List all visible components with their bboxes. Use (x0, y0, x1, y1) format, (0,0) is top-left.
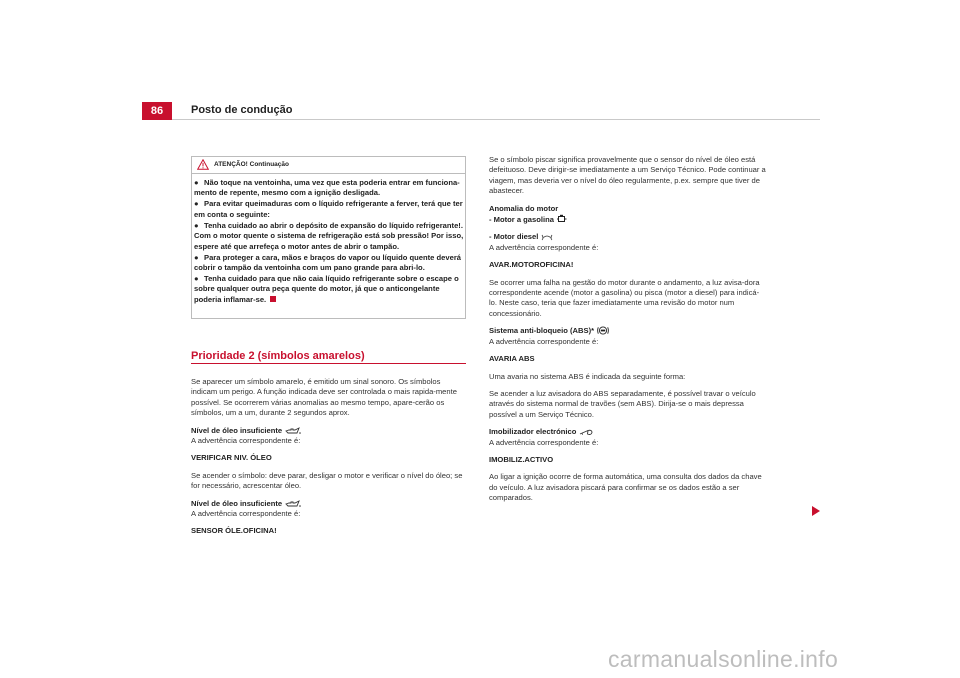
warning-heading (197, 159, 289, 170)
immobilizer-text: Ao ligar a ignição ocorre de forma automática, uma consulta dos dados da chave do veículo. A luz avisadora piscará para confirmar se os dados estão a ser comparados. (489, 472, 762, 503)
bullet-icon: ● (194, 220, 199, 230)
abs-block (489, 326, 767, 347)
page-header-title: Posto de condução (191, 104, 293, 116)
warning-item: ● Tenha cuidado para que não caia líquido refrigerante sobre o escape o sobre qualquer outra peça quente do motor, já que o anticongelante poderia inflamar-se. (194, 274, 459, 304)
header-divider (172, 119, 820, 120)
engine-block (489, 204, 767, 226)
bullet-icon: ● (194, 199, 199, 209)
abs-message: AVARIA ABS (489, 354, 535, 364)
left-column (191, 377, 467, 544)
oil-low-title: Nível de óleo insuficiente (191, 498, 283, 508)
page-number: 86 (142, 102, 172, 120)
end-of-section-icon (270, 296, 276, 302)
immobilizer-block (489, 427, 767, 448)
warning-item: ● Não toque na ventoinha, uma vez que esta poderia entrar em funciona-mento de repente, mesmo com a ignição desligada. (194, 178, 460, 198)
intro-paragraph: Se aparecer um símbolo amarelo, é emitido um sinal sonoro. Os símbolos indicam um perigo. A função indicada deve ser controlada o mais rapida-mente possível. Se ocorrerem várias anomalias ao mesmo tempo, apare-cerão os símbolos, um a um, durante 2 segundos aprox. (191, 377, 457, 418)
next-page-arrow-icon (812, 506, 820, 516)
oil-sensor-paragraph: Se o símbolo piscar significa provavelmente que o sensor do nível de óleo está defeituoso. Deve dirigir-se imediatamente a um Serviço Técnico. Pode continuar a viagem, mas deveria ver o nível do óleo regularmente, p.ex. sempre que tiver de abastecer. (489, 155, 766, 196)
engine-petrol-label: - Motor a gasolina (489, 215, 554, 225)
warning-list (194, 178, 466, 306)
engine-diesel-label: - Motor diesel (489, 232, 539, 242)
section-title: Prioridade 2 (símbolos amarelos) (191, 350, 365, 362)
abs-warn-label: A advertência correspondente é: (489, 336, 599, 346)
oil-sensor-message: SENSOR ÓLE.OFICINA! (191, 526, 277, 536)
bullet-icon: ● (194, 252, 199, 262)
warning-item: ● Tenha cuidado ao abrir o depósito de expansão do líquido refrigerante!. Com o motor quente o sistema de refrigeração está sob pressão! Por isso, espere até que arrefeça o motor antes de abrir o tampão. (194, 220, 464, 251)
engine-diesel-block (489, 232, 767, 253)
oil-low-message: VERIFICAR NIV. ÓLEO (191, 453, 272, 463)
warning-triangle-icon (197, 159, 209, 170)
engine-message: AVAR.MOTOROFICINA! (489, 260, 574, 270)
warning-divider (191, 173, 466, 174)
footer-watermark: carmanualsonline.info (608, 646, 839, 672)
oil-low-warn-label: A advertência correspondente é: (191, 436, 301, 446)
oil-low-title: Nível de óleo insuficiente (191, 425, 283, 435)
oil-low-text: Se acender o símbolo: deve parar, desligar o motor e verificar o nível do óleo; se for necessário, acrescentar óleo. (191, 470, 463, 491)
section-divider (191, 363, 466, 364)
engine-warn-label: A advertência correspondente é: (489, 242, 599, 252)
oil-can-icon (285, 500, 301, 508)
warning-heading-text: ATENÇÃO! Continuação (214, 161, 289, 168)
abs-text: Se acender a luz avisadora do ABS separadamente, é possível travar o veículo através do sistema normal de travões (sem ABS). Dirija-se o mais depressa possível a um Serviço Técnico. (489, 388, 756, 419)
immobilizer-warn-label: A advertência correspondente é: (489, 437, 599, 447)
abs-icon (597, 326, 609, 335)
oil-low-block-1 (191, 426, 467, 447)
immobilizer-message: IMOBILIZ.ACTIVO (489, 454, 554, 464)
warning-item: ● Para proteger a cara, mãos e braços do vapor ou líquido quente deverá cobrir o tampão da ventoinha com um pano grande para abri-lo. (194, 252, 462, 273)
key-icon (579, 429, 593, 436)
right-column (489, 155, 767, 511)
warning-item: ● Para evitar queimaduras com o líquido refrigerante a ferver, terá que ter em conta o seguinte: (194, 199, 463, 219)
engine-title: Anomalia do motor (489, 203, 559, 213)
bullet-icon: ● (194, 274, 199, 284)
engine-text: Se ocorrer uma falha na gestão do motor durante o andamento, a luz avisa-dora correspondente acende (motor a gasolina) ou pisca (motor a diesel) para indicá-lo. Neste caso, teria que fazer imediatamente uma revisão do motor num concessionário. (489, 277, 760, 318)
bullet-icon: ● (194, 178, 199, 187)
engine-icon (557, 214, 567, 224)
immobilizer-title: Imobilizador electrónico (489, 427, 577, 437)
abs-title: Sistema anti-bloqueio (ABS)* (489, 326, 595, 336)
oil-low-block-2 (191, 499, 467, 520)
oil-can-icon (285, 427, 301, 435)
oil-low-warn-label: A advertência correspondente é: (191, 509, 301, 519)
glow-plug-icon (541, 234, 553, 241)
abs-intro: Uma avaria no sistema ABS é indicada da seguinte forma: (489, 371, 686, 381)
